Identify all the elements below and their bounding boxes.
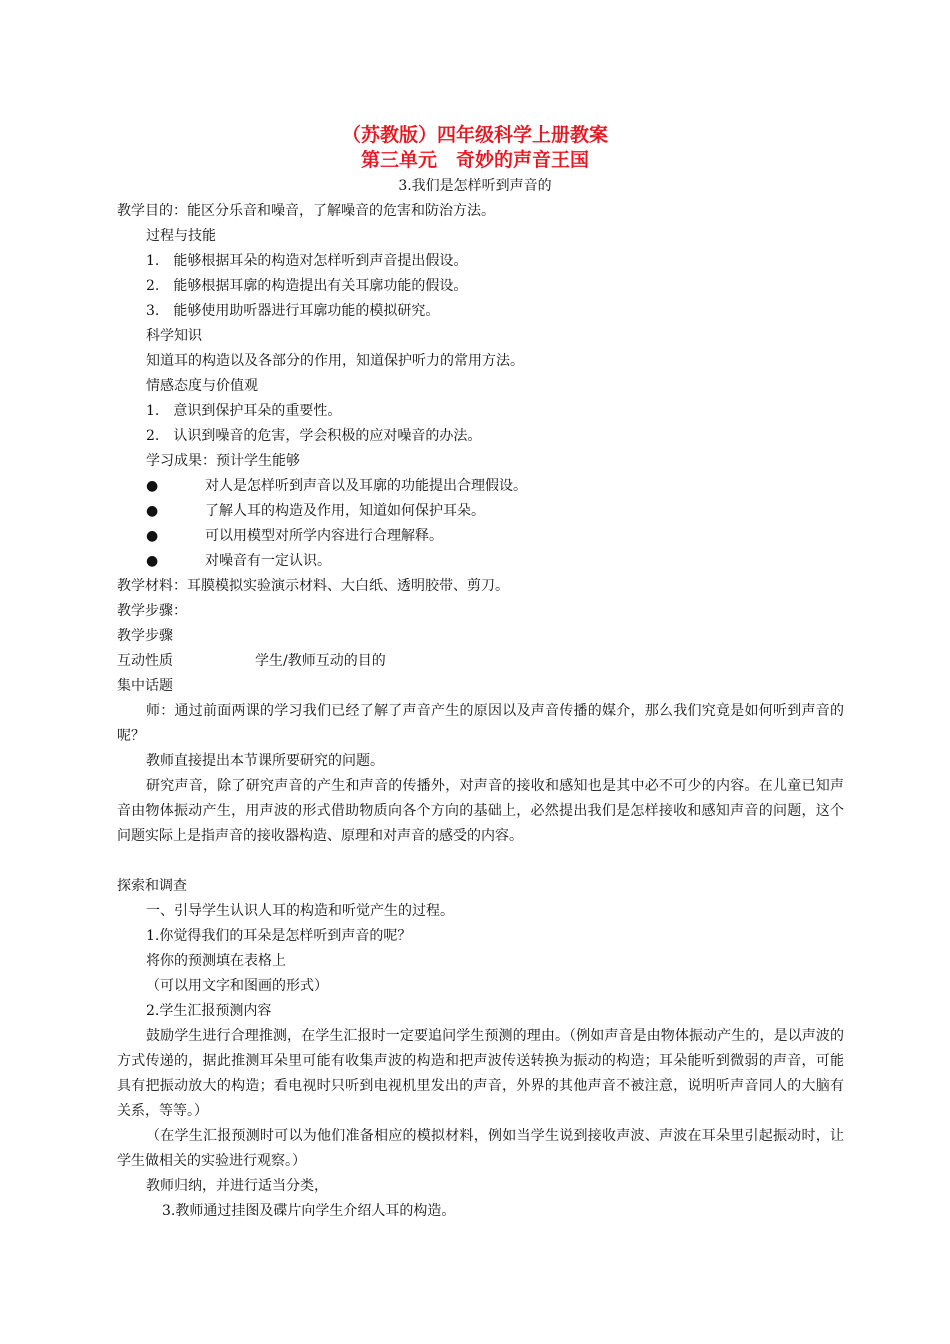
question: 1.你觉得我们的耳朵是怎样听到声音的呢？ — [146, 928, 412, 944]
bullet-icon: ● — [146, 478, 159, 494]
knowledge-heading: 科学知识 — [146, 328, 202, 344]
outcome-item: 对噪音有一定认识。 — [205, 553, 331, 569]
outcome-item: 了解人耳的构造及作用，知道如何保护耳朵。 — [205, 503, 485, 519]
steps-label: 教学步骤 — [117, 628, 173, 644]
process-item: 1. 能够根据耳朵的构造对怎样听到声音提出假设。 — [146, 253, 468, 269]
explore-step: 一、引导学生认识人耳的构造和听觉产生的过程。 — [146, 903, 454, 919]
paragraph: 教师归纳，并进行适当分类， — [146, 1178, 328, 1194]
unit-title: 第三单元 奇妙的声音王国 — [360, 149, 589, 171]
outcome-item: 对人是怎样听到声音以及耳廓的功能提出合理假设。 — [205, 478, 527, 494]
interaction-purpose-label: 学生/教师互动的目的 — [255, 653, 386, 669]
emotion-heading: 情感态度与价值观 — [146, 378, 258, 394]
process-heading: 过程与技能 — [146, 228, 216, 244]
teaching-goal: 教学目的：能区分乐音和噪音，了解噪音的危害和防治方法。 — [117, 203, 495, 219]
emotion-item: 2. 认识到噪音的危害，学会积极的应对噪音的办法。 — [146, 428, 482, 444]
steps-label: 教学步骤： — [117, 603, 187, 619]
paragraph: 鼓励学生进行合理推测，在学生汇报时一定要追问学生预测的理由。（例如声音是由物体振动产生的，是以声波的方式传递的，据此推测耳朵里可能有收集声波的构造和把声波传送转换为振动的构造；耳朵能听到微弱的声音，可能具有把振动放大的构造；看电视时只听到电视机里发出的声音，外界的其他声音不被注意，说明听声音同人的大脑有关系，等等。） — [117, 1028, 844, 1119]
bullet-icon: ● — [146, 553, 159, 569]
process-item: 3. 能够使用助听器进行耳廓功能的模拟研究。 — [146, 303, 440, 319]
paragraph: （在学生汇报预测时可以为他们准备相应的模拟材料，例如当学生说到接收声波、声波在耳朵里引起振动时，让学生做相关的实验进行观察。） — [117, 1128, 844, 1169]
question: 2.学生汇报预测内容 — [146, 1003, 272, 1019]
focus-heading: 集中话题 — [117, 678, 173, 694]
interaction-type-label: 互动性质 — [117, 653, 173, 669]
document-title: （苏教版）四年级科学上册教案 — [341, 124, 608, 146]
paragraph: 师：通过前面两课的学习我们已经了解了声音产生的原因以及声音传播的媒介，那么我们究竟是如何听到声音的呢？ — [117, 703, 844, 744]
outcome-item: 可以用模型对所学内容进行合理解释。 — [205, 528, 443, 544]
lesson-title: 3.我们是怎样听到声音的 — [398, 178, 552, 194]
instruction: 将你的预测填在表格上 — [146, 953, 286, 969]
paragraph: 教师直接提出本节课所要研究的问题。 — [146, 753, 384, 769]
bullet-icon: ● — [146, 528, 159, 544]
bullet-icon: ● — [146, 503, 159, 519]
paragraph: 研究声音，除了研究声音的产生和声音的传播外，对声音的接收和感知也是其中必不可少的内容。在儿童已知声音由物体振动产生，用声波的形式借助物质向各个方向的基础上，必然提出我们是怎样接收和感知声音的问题，这个问题实际上是指声音的接收器构造、原理和对声音的感受的内容。 — [117, 778, 844, 844]
process-item: 2. 能够根据耳廓的构造提出有关耳廓功能的假设。 — [146, 278, 468, 294]
teaching-materials: 教学材料：耳膜模拟实验演示材料、大白纸、透明胶带、剪刀。 — [117, 578, 509, 594]
outcome-heading: 学习成果：预计学生能够 — [146, 453, 300, 469]
explore-heading: 探索和调查 — [117, 878, 187, 894]
question: 3.教师通过挂图及碟片向学生介绍人耳的构造。 — [162, 1203, 456, 1219]
instruction-note: （可以用文字和图画的形式） — [146, 978, 328, 994]
knowledge-text: 知道耳的构造以及各部分的作用，知道保护听力的常用方法。 — [146, 353, 524, 369]
emotion-item: 1. 意识到保护耳朵的重要性。 — [146, 403, 342, 419]
